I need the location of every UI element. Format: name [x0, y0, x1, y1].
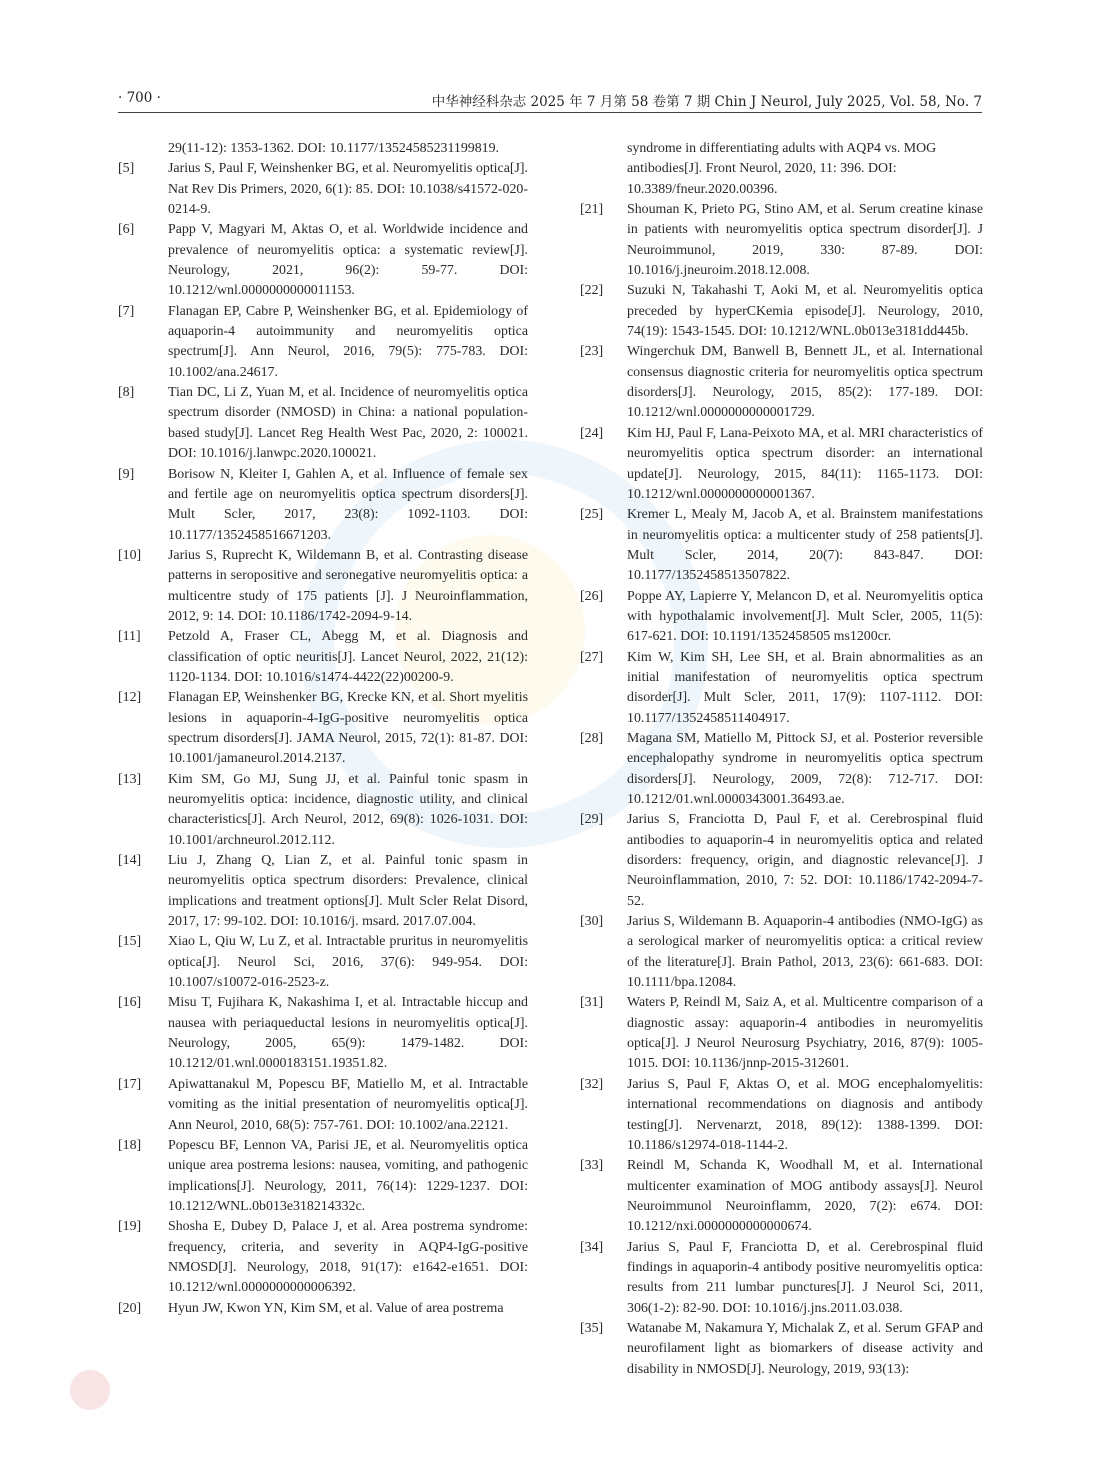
reference-number: [26]	[580, 588, 604, 604]
reference-number: [14]	[118, 853, 142, 869]
reference-number: [21]	[580, 202, 604, 218]
reference-number: [10]	[118, 547, 142, 563]
reference-number: [22]	[580, 283, 604, 299]
reference-continuation: 29(11-12): 1353-1362. DOI: 10.1177/13524585231199819.	[168, 141, 500, 156]
reference-item	[580, 1319, 983, 1380]
reference-text: Petzold A, Fraser CL, Abegg M, et al. Diagnosis and classification of optic neuritis[J]. Lancet Neurol, 2022, 21(12): 1120-1134. DOI: 10.1016/s1474-4422(22)00200-9.	[168, 629, 528, 685]
reference-text: Jarius S, Franciotta D, Paul F, et al. Cerebrospinal fluid antibodies to aquaporin-4 in neuromyelitis optica and related disorders: frequency, origin, and diagnostic relevance[J]. J Neuroinflammation, 2010, 7: 52. DOI: 10.1186/1742-2094-7-52.	[627, 812, 983, 909]
reference-text: Tian DC, Li Z, Yuan M, et al. Incidence of neuromyelitis optica spectrum disorder (NMOSD) in China: a national population-based study[J]. Lancet Reg Health West Pac, 2020, 2: 100021. DOI: 10.1016/j.lanwpc.2020.100021.	[168, 385, 528, 462]
reference-number: [23]	[580, 344, 604, 360]
reference-text: Xiao L, Qiu W, Lu Z, et al. Intractable pruritus in neuromyelitis optica[J]. Neurol Sci, 2016, 37(6): 949-954. DOI: 10.1007/s10072-016-2523-z.	[168, 934, 528, 991]
reference-item	[118, 993, 528, 1074]
reference-item	[580, 281, 983, 342]
reference-text: Kim HJ, Paul F, Lana-Peixoto MA, et al. MRI characteristics of neuromyelitis optica spectrum disorder: an international update[J]. Neurology, 2015, 84(11): 1165-1173. DOI: 10.1212/wnl.0000000000001367.	[627, 425, 983, 502]
reference-number: [33]	[580, 1158, 604, 1174]
reference-item	[580, 1156, 983, 1237]
reference-number: [18]	[118, 1137, 142, 1153]
reference-number: [32]	[580, 1076, 604, 1092]
reference-text: Reindl M, Schanda K, Woodhall M, et al. International multicenter examination of MOG antibody assays[J]. Neurol Neuroimmunol Neuroinflamm, 2020, 7(2): e674. DOI: 10.1212/nxi.0000000000000674.	[627, 1158, 983, 1235]
reference-number: [34]	[580, 1239, 604, 1255]
reference-text: Misu T, Fujihara K, Nakashima I, et al. Intractable hiccup and nausea with periaqueductal lesions in neuromyelitis optica[J]. Neurology, 2005, 65(9): 1479-1482. DOI: 10.1212/01.wnl.0000183151.19351.82.	[168, 995, 528, 1072]
reference-item	[118, 383, 528, 464]
reference-number: [25]	[580, 507, 604, 523]
reference-item	[580, 912, 983, 993]
reference-text: Liu J, Zhang Q, Lian Z, et al. Painful tonic spasm in neuromyelitis optica spectrum disorders: Prevalence, clinical implications and treatment options[J]. Mult Scler Relat Disord, 2017, 17: 99-102. DOI: 10.1016/j. msard. 2017.07.004.	[168, 853, 528, 930]
reference-item	[118, 159, 528, 220]
reference-number: [31]	[580, 995, 604, 1011]
reference-text: Poppe AY, Lapierre Y, Melancon D, et al. Neuromyelitis optica with hypothalamic involvement[J]. Mult Scler, 2005, 11(5): 617-621. DOI: 10.1191/1352458505 ms1200cr.	[627, 588, 983, 645]
reference-text: Shosha E, Dubey D, Palace J, et al. Area postrema syndrome: frequency, criteria, and severity in AQP4-IgG-positive NMOSD[J]. Neurology, 2018, 91(17): e1642-e1651. DOI: 10.1212/wnl.0000000000006392.	[168, 1219, 528, 1296]
reference-item	[118, 932, 528, 993]
reference-number: [16]	[118, 995, 142, 1011]
reference-item	[118, 220, 528, 301]
reference-text: Kim W, Kim SH, Lee SH, et al. Brain abnormalities as an initial manifestation of neuromyelitis optica spectrum disorder[J]. Mult Scler, 2011, 17(9): 1107-1112. DOI: 10.1177/1352458511404917.	[627, 649, 983, 726]
reference-number: [15]	[118, 934, 142, 950]
page-number: · 700 ·	[118, 90, 161, 106]
reference-item	[118, 1299, 528, 1319]
reference-text: Shouman K, Prieto PG, Stino AM, et al. Serum creatine kinase in patients with neuromyelitis optica spectrum disorder[J]. J Neuroimmunol, 2019, 330: 87-89. DOI: 10.1016/j.jneuroim.2018.12.008.	[627, 202, 983, 279]
reference-number: [7]	[118, 303, 135, 319]
reference-text: Watanabe M, Nakamura Y, Michalak Z, et al. Serum GFAP and neurofilament light as biomarkers of disease activity and disability in NMOSD[J]. Neurology, 2019, 93(13):	[627, 1320, 983, 1377]
reference-item	[118, 546, 528, 627]
reference-item	[118, 465, 528, 546]
reference-number: [24]	[580, 425, 604, 441]
reference-number: [19]	[118, 1219, 142, 1235]
reference-item	[580, 1238, 983, 1319]
reference-text: Suzuki N, Takahashi T, Aoki M, et al. Neuromyelitis optica preceded by hyperCKemia episode[J]. Neurology, 2010, 74(19): 1543-1545. DOI: 10.1212/WNL.0b013e3181dd445b.	[627, 283, 983, 340]
reference-item	[118, 1075, 528, 1136]
reference-item	[580, 587, 983, 648]
reference-text: Wingerchuk DM, Banwell B, Bennett JL, et al. International consensus diagnostic criteria for neuromyelitis optica spectrum disorders[J]. Neurology, 2015, 85(2): 177-189. DOI: 10.1212/wnl.0000000000001729.	[627, 344, 983, 421]
reference-number: [17]	[118, 1076, 142, 1092]
reference-text: Jarius S, Paul F, Franciotta D, et al. Cerebrospinal fluid findings in aquaporin-4 antibody positive neuromyelitis optica: results from 211 lumbar punctures[J]. J Neurol Sci, 2011, 306(1-2): 82-90. DOI: 10.1016/j.jns.2011.03.038.	[627, 1239, 983, 1316]
reference-item	[580, 200, 983, 281]
reference-column-left	[118, 139, 528, 1319]
reference-text: Jarius S, Ruprecht K, Wildemann B, et al. Contrasting disease patterns in seropositive and seronegative neuromyelitis optica: a multicentre study of 175 patients [J]. J Neuroinflammation, 2012, 9: 14. DOI: 10.1186/1742-2094-9-14.	[168, 547, 528, 624]
reference-text: Borisow N, Kleiter I, Gahlen A, et al. Influence of female sex and fertile age on neuromyelitis optica spectrum disorders[J]. Mult Scler, 2017, 23(8): 1092-1103. DOI: 10.1177/1352458516671203.	[168, 466, 528, 543]
publisher-seal-icon	[70, 1370, 110, 1410]
reference-text: Kim SM, Go MJ, Sung JJ, et al. Painful tonic spasm in neuromyelitis optica: incidence, diagnostic utility, and clinical characteristics[J]. Arch Neurol, 2012, 69(8): 1026-1031. DOI: 10.1001/archneurol.2012.112.	[168, 771, 528, 848]
reference-item	[580, 424, 983, 505]
reference-number: [27]	[580, 649, 604, 665]
reference-item	[580, 729, 983, 810]
reference-item	[118, 851, 528, 932]
reference-text: Flanagan EP, Weinshenker BG, Krecke KN, et al. Short myelitis lesions in aquaporin-4-IgG-positive neuromyelitis optica spectrum disorders[J]. JAMA Neurol, 2015, 72(1): 81-87. DOI: 10.1001/jamaneurol.2014.2137.	[168, 690, 528, 767]
reference-number: [20]	[118, 1300, 142, 1316]
reference-text: Jarius S, Wildemann B. Aquaporin-4 antibodies (NMO-IgG) as a serological marker of neuromyelitis optica: a critical review of the literature[J]. Brain Pathol, 2013, 23(6): 661-683. DOI: 10.1111/bpa.12084.	[627, 914, 983, 991]
reference-column-right	[580, 139, 983, 1380]
reference-item	[580, 648, 983, 729]
reference-text: Kremer L, Mealy M, Jacob A, et al. Brainstem manifestations in neuromyelitis optica: a multicenter study of 258 patients[J]. Mult Scler, 2014, 20(7): 843-847. DOI: 10.1177/1352458513507822.	[627, 507, 983, 584]
reference-text: Jarius S, Paul F, Aktas O, et al. MOG encephalomyelitis: international recommendations on diagnosis and antibody testing[J]. Nervenarzt, 2018, 89(12): 1388-1399. DOI: 10.1186/s12974-018-1144-2.	[627, 1076, 983, 1153]
journal-citation: 中华神经科杂志 2025 年 7 月第 58 卷第 7 期 Chin J Neurol, July 2025, Vol. 58, No. 7	[431, 94, 982, 110]
page-header	[118, 88, 982, 113]
reference-item	[118, 688, 528, 769]
reference-item	[580, 810, 983, 912]
reference-number: [6]	[118, 222, 135, 238]
reference-item	[580, 1075, 983, 1156]
reference-item	[118, 770, 528, 851]
reference-text: Popescu BF, Lennon VA, Parisi JE, et al. Neuromyelitis optica unique area postrema lesions: nausea, vomiting, and pathogenic implications[J]. Neurology, 2011, 76(14): 1229-1237. DOI: 10.1212/WNL.0b013e318214332c.	[168, 1137, 528, 1214]
reference-text: Magana SM, Matiello M, Pittock SJ, et al. Posterior reversible encephalopathy syndrome in neuromyelitis optica spectrum disorders[J]. Neurology, 2009, 72(8): 712-717. DOI: 10.1212/01.wnl.0000343001.36493.ae.	[627, 730, 983, 807]
reference-text: Hyun JW, Kwon YN, Kim SM, et al. Value of area postrema	[168, 1300, 504, 1316]
reference-text: Waters P, Reindl M, Saiz A, et al. Multicentre comparison of a diagnostic assay: aquaporin-4 antibodies in neuromyelitis optica[J]. J Neurol Neurosurg Psychiatry, 2016, 87(9): 1005-1015. DOI: 10.1136/jnnp-2015-312601.	[627, 995, 983, 1072]
reference-text: Jarius S, Paul F, Weinshenker BG, et al. Neuromyelitis optica[J]. Nat Rev Dis Primers, 2020, 6(1): 85. DOI: 10.1038/s41572-020-0214-9.	[168, 161, 528, 218]
reference-number: [13]	[118, 771, 142, 787]
reference-text: Papp V, Magyari M, Aktas O, et al. Worldwide incidence and prevalence of neuromyelitis optica: a systematic review[J]. Neurology, 2021, 96(2): 59-77. DOI: 10.1212/wnl.0000000000011153.	[168, 222, 528, 299]
reference-item	[580, 505, 983, 586]
reference-continuation: syndrome in differentiating adults with AQP4 vs. MOG antibodies[J]. Front Neurol, 2020, 11: 396. DOI: 10.3389/fneur.2020.00396.	[627, 141, 937, 197]
reference-number: [12]	[118, 690, 142, 706]
publisher-logo	[70, 1370, 490, 1410]
reference-number: [30]	[580, 914, 604, 930]
reference-item	[118, 302, 528, 383]
reference-item	[580, 993, 983, 1074]
reference-number: [11]	[118, 629, 141, 645]
reference-item	[118, 627, 528, 688]
reference-number: [9]	[118, 466, 135, 482]
reference-item	[580, 342, 983, 423]
reference-number: [28]	[580, 730, 604, 746]
reference-number: [35]	[580, 1320, 604, 1336]
reference-item	[118, 1136, 528, 1217]
reference-number: [29]	[580, 812, 604, 828]
reference-number: [5]	[118, 161, 135, 177]
reference-text: Flanagan EP, Cabre P, Weinshenker BG, et al. Epidemiology of aquaporin-4 autoimmunity and neuromyelitis optica spectrum[J]. Ann Neurol, 2016, 79(5): 775-783. DOI: 10.1002/ana.24617.	[168, 303, 528, 380]
reference-item	[118, 1217, 528, 1298]
reference-text: Apiwattanakul M, Popescu BF, Matiello M, et al. Intractable vomiting as the initial presentation of neuromyelitis optica[J]. Ann Neurol, 2010, 68(5): 757-761. DOI: 10.1002/ana.22121.	[168, 1076, 528, 1133]
reference-number: [8]	[118, 385, 135, 401]
